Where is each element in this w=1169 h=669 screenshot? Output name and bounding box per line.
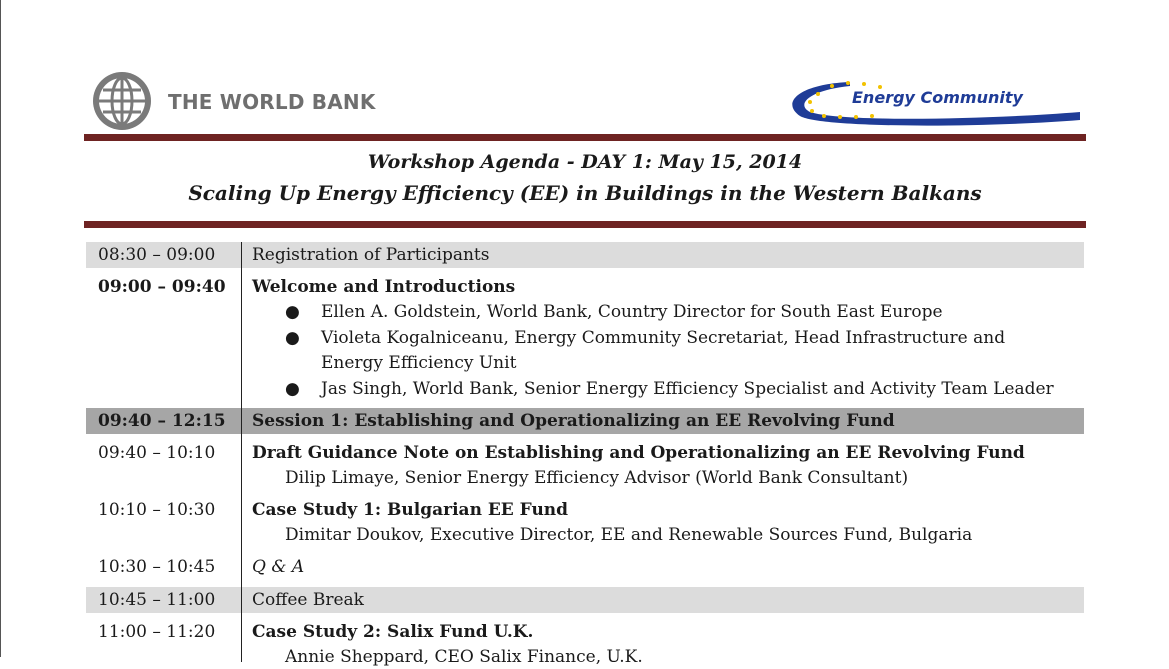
agenda-time: 09:40 – 10:10 bbox=[98, 443, 216, 463]
header-rule bbox=[84, 134, 1086, 141]
title-rule bbox=[84, 221, 1086, 228]
agenda-title: Workshop Agenda - DAY 1: May 15, 2014 bbox=[367, 151, 803, 173]
speaker-line: Ellen A. Goldstein, World Bank, Country Director for South East Europe bbox=[321, 302, 943, 322]
agenda-row bbox=[86, 440, 1084, 494]
agenda-item-title: Welcome and Introductions bbox=[252, 277, 516, 297]
session-title: Session 1: Establishing and Operationalizing an EE Revolving Fund bbox=[252, 411, 895, 431]
agenda-row bbox=[86, 554, 1084, 580]
speaker-line: Energy Efficiency Unit bbox=[321, 353, 517, 373]
agenda-item-title: Registration of Participants bbox=[252, 245, 490, 265]
agenda-time: 10:30 – 10:45 bbox=[98, 557, 216, 577]
speaker-line: Dilip Limaye, Senior Energy Efficiency Advisor (World Bank Consultant) bbox=[285, 468, 909, 488]
agenda-row bbox=[86, 587, 1084, 613]
agenda-time: 09:40 – 12:15 bbox=[98, 411, 226, 431]
agenda-time: 08:30 – 09:00 bbox=[98, 245, 216, 265]
agenda-row bbox=[86, 274, 1084, 404]
agenda-time: 09:00 – 09:40 bbox=[98, 277, 226, 297]
page-edge bbox=[0, 0, 1, 657]
agenda-time: 10:45 – 11:00 bbox=[98, 590, 216, 610]
agenda-item-title: Case Study 1: Bulgarian EE Fund bbox=[252, 500, 569, 520]
bullet-icon: ● bbox=[285, 302, 300, 322]
agenda-row bbox=[86, 242, 1084, 268]
bullet-icon: ● bbox=[285, 379, 300, 399]
agenda-item-title: Draft Guidance Note on Establishing and Operationalizing an EE Revolving Fund bbox=[252, 443, 1025, 463]
agenda-row bbox=[86, 497, 1084, 551]
workshop-title: Scaling Up Energy Efficiency (EE) in Buildings in the Western Balkans bbox=[188, 181, 982, 205]
table-divider bbox=[241, 242, 242, 662]
agenda-row bbox=[86, 619, 1084, 669]
world-bank-globe-icon bbox=[86, 70, 158, 132]
energy-community-logo-text: Energy Community bbox=[852, 88, 1023, 107]
speaker-line: Jas Singh, World Bank, Senior Energy Efficiency Specialist and Activity Team Leader bbox=[321, 379, 1054, 399]
speaker-line: Annie Sheppard, CEO Salix Finance, U.K. bbox=[285, 647, 643, 667]
agenda-time: 10:10 – 10:30 bbox=[98, 500, 216, 520]
speaker-line: Violeta Kogalniceanu, Energy Community Secretariat, Head Infrastructure and bbox=[321, 328, 1006, 348]
agenda-item-title: Case Study 2: Salix Fund U.K. bbox=[252, 622, 534, 642]
agenda-time: 11:00 – 11:20 bbox=[98, 622, 216, 642]
speaker-line: Dimitar Doukov, Executive Director, EE and Renewable Sources Fund, Bulgaria bbox=[285, 525, 973, 545]
agenda-item-title: Q & A bbox=[252, 557, 305, 577]
agenda-session-row bbox=[86, 408, 1084, 434]
world-bank-logo-text: THE WORLD BANK bbox=[168, 90, 376, 114]
bullet-icon: ● bbox=[285, 328, 300, 348]
agenda-item-title: Coffee Break bbox=[252, 590, 364, 610]
